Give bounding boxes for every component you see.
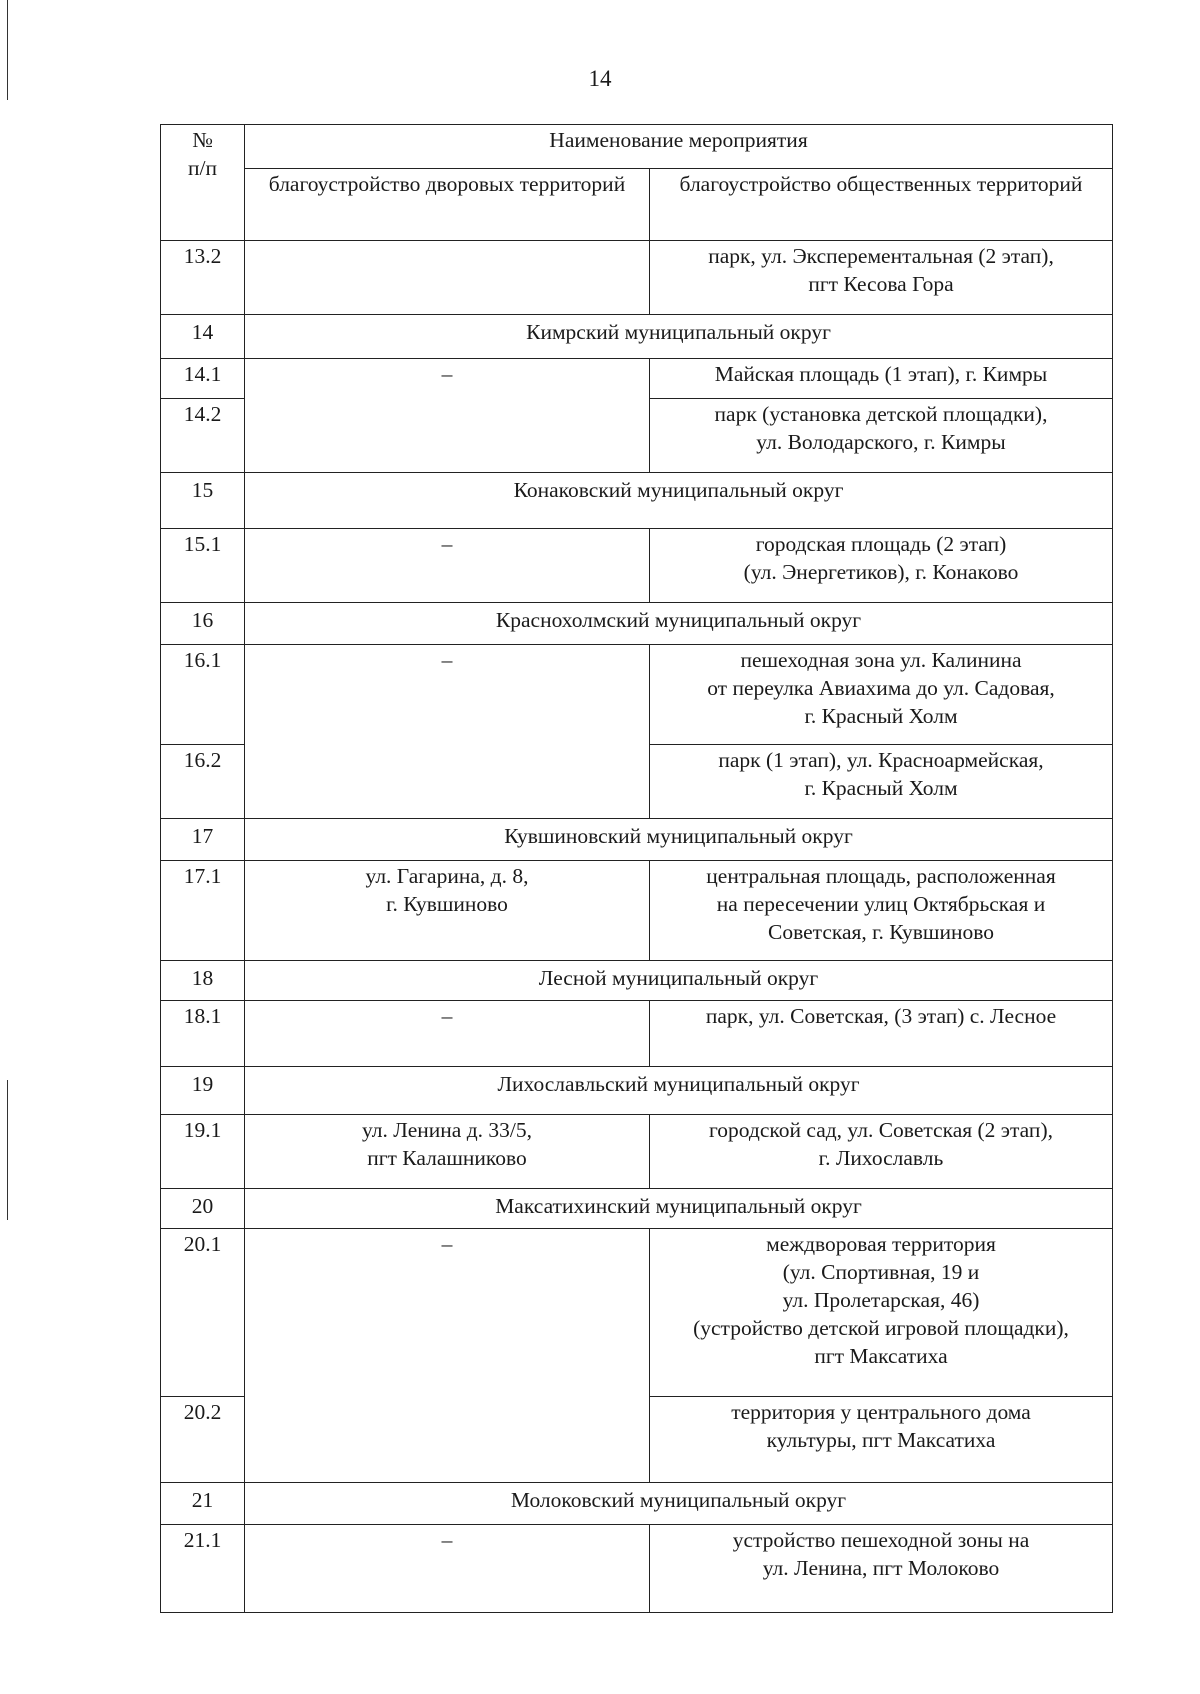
public-line: культуры, пгт Максатиха [766,1428,996,1452]
row-number: 16.1 [161,645,245,745]
public-line: пешеходная зона ул. Калинина [740,648,1022,672]
section-row [161,473,1113,529]
section-row [161,819,1113,861]
section-title: Конаковский муниципальный округ [245,473,1113,529]
row-number: 17.1 [161,861,245,961]
yard-line: ул. Ленина д. 33/5, [362,1118,532,1142]
table-row [161,241,1113,315]
public-cell: Майская площадь (1 этап), г. Кимры [650,359,1113,399]
header-public-column: благоустройство общественных территорий [650,169,1113,241]
public-cell [650,1229,1113,1397]
public-line: (ул. Спортивная, 19 и [782,1260,980,1284]
yard-cell: – [245,1229,650,1483]
public-line: ул. Ленина, пгт Молоково [762,1556,1000,1580]
table-row [161,529,1113,603]
row-number: 16.2 [161,745,245,819]
yard-line: ул. Гагарина, д. 8, [365,864,529,888]
section-title: Кувшиновский муниципальный округ [245,819,1113,861]
public-cell [650,1115,1113,1189]
yard-line: г. Кувшиново [386,892,508,916]
section-title: Максатихинский муниципальный округ [245,1189,1113,1229]
row-number: 13.2 [161,241,245,315]
section-title: Краснохолмский муниципальный округ [245,603,1113,645]
row-number: 20.1 [161,1229,245,1397]
public-line: от переулка Авиахима до ул. Садовая, [707,676,1055,700]
row-number: 14.1 [161,359,245,399]
header-number-cell [161,125,245,241]
public-line: городской сад, ул. Советская (2 этап), [709,1118,1053,1142]
yard-cell: – [245,1525,650,1613]
yard-cell [245,241,650,315]
public-line: Советская, г. Кувшиново [768,920,995,944]
public-line: территория у центрального дома [731,1400,1031,1424]
public-line: (ул. Энергетиков), г. Конаково [743,560,1019,584]
public-line: междворовая территория [766,1232,996,1256]
public-line: парк (установка детской площадки), [714,402,1048,426]
section-title: Молоковский муниципальный округ [245,1483,1113,1525]
public-line: городская площадь (2 этап) [755,532,1007,556]
public-line: ул. Пролетарская, 46) [782,1288,980,1312]
public-line: пгт Кесова Гора [808,272,954,296]
section-number: 19 [161,1067,245,1115]
section-row [161,315,1113,359]
section-title: Лесной муниципальный округ [245,961,1113,1001]
public-cell [650,645,1113,745]
public-line: пгт Максатиха [814,1344,948,1368]
section-number: 20 [161,1189,245,1229]
public-cell [650,1397,1113,1483]
public-line: центральная площадь, расположенная [706,864,1056,888]
section-row [161,603,1113,645]
row-number: 18.1 [161,1001,245,1067]
public-cell [650,745,1113,819]
yard-line: пгт Калашниково [367,1146,527,1170]
public-cell [650,1525,1113,1613]
yard-cell: – [245,529,650,603]
header-number-abbr: п/п [188,156,217,180]
public-line: парк (1 этап), ул. Красноармейская, [718,748,1044,772]
table-row [161,359,1113,399]
section-number: 15 [161,473,245,529]
row-number: 21.1 [161,1525,245,1613]
section-row [161,1483,1113,1525]
table-row [161,1001,1113,1067]
public-cell [650,399,1113,473]
row-number: 15.1 [161,529,245,603]
public-line: г. Лихославль [818,1146,944,1170]
row-number: 14.2 [161,399,245,473]
public-cell [650,529,1113,603]
public-cell [650,861,1113,961]
section-title: Лихославльский муниципальный округ [245,1067,1113,1115]
public-line: ул. Володарского, г. Кимры [756,430,1006,454]
section-number: 16 [161,603,245,645]
header-number-sign: № [192,128,213,152]
section-number: 21 [161,1483,245,1525]
row-number: 19.1 [161,1115,245,1189]
yard-cell: – [245,645,650,819]
section-row [161,1189,1113,1229]
table-row [161,645,1113,745]
yard-cell: – [245,359,650,473]
public-cell: парк, ул. Советская, (3 этап) с. Лесное [650,1001,1113,1067]
table-row [161,861,1113,961]
public-line: на пересечении улиц Октябрьская и [716,892,1046,916]
section-number: 14 [161,315,245,359]
header-title: Наименование мероприятия [245,125,1113,169]
page-number: 14 [588,66,612,91]
public-line: парк, ул. Эксперементальная (2 этап), [708,244,1054,268]
header-yard-column: благоустройство дворовых территорий [245,169,650,241]
table-row [161,1115,1113,1189]
section-row [161,1067,1113,1115]
public-cell [650,241,1113,315]
public-line: г. Красный Холм [804,704,958,728]
table-row [161,1229,1113,1397]
section-number: 17 [161,819,245,861]
table-row [161,1525,1113,1613]
yard-cell [245,861,650,961]
public-line: устройство пешеходной зоны на [732,1528,1030,1552]
yard-cell [245,1115,650,1189]
public-line: (устройство детской игровой площадки), [693,1316,1069,1340]
section-row [161,961,1113,1001]
yard-cell: – [245,1001,650,1067]
section-title: Кимрский муниципальный округ [245,315,1113,359]
public-line: г. Красный Холм [804,776,958,800]
row-number: 20.2 [161,1397,245,1483]
scan-edge-line [7,1080,8,1220]
events-table [160,124,1113,1613]
section-number: 18 [161,961,245,1001]
